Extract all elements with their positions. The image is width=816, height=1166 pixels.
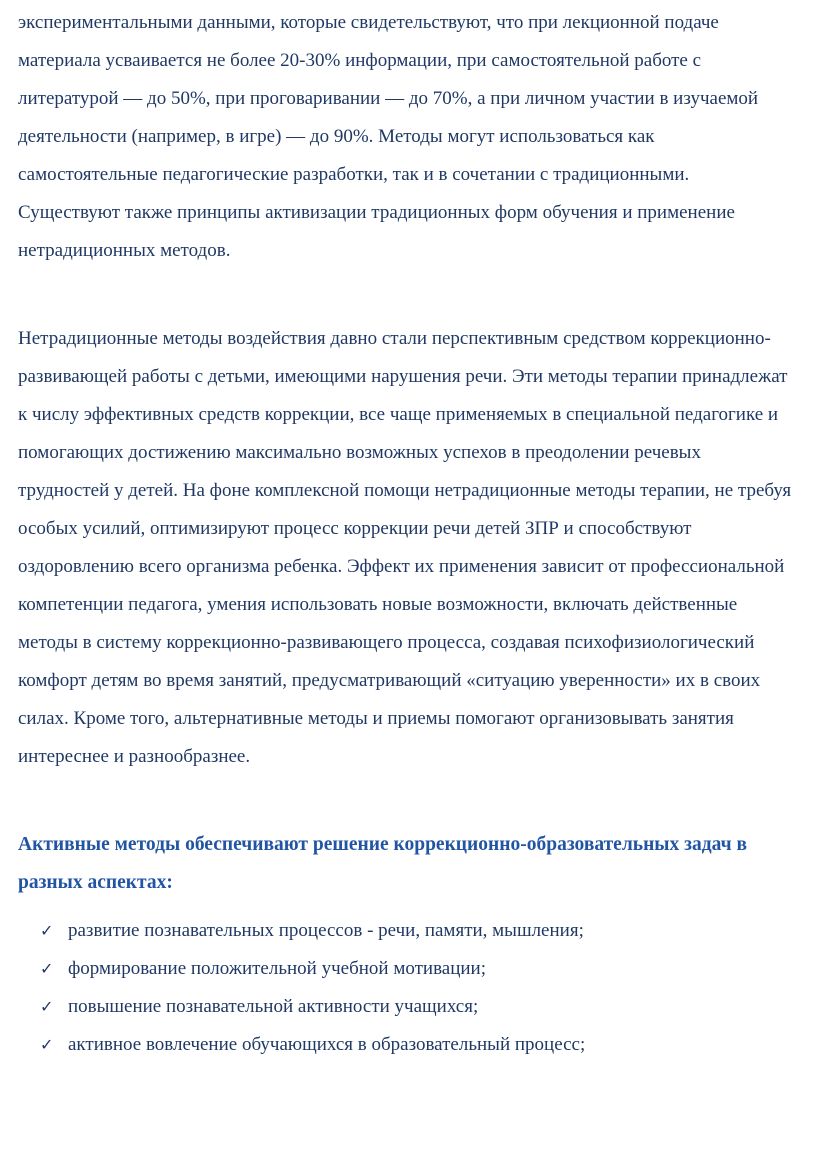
- checkmark-icon: ✓: [40, 921, 54, 940]
- list-item-text: формирование положительной учебной мотивации;: [68, 958, 486, 979]
- list-item: [40, 988, 796, 1026]
- section-heading: Активные методы обеспечивают решение коррекционно-образовательных задач в разных аспектах:: [18, 834, 747, 893]
- checkmark-icon: ✓: [40, 959, 54, 978]
- checkmark-icon: ✓: [40, 997, 54, 1016]
- list-item: [40, 950, 796, 988]
- list-item-text: активное вовлечение обучающихся в образовательный процесс;: [68, 1034, 586, 1055]
- list-item-text: повышение познавательной активности учащихся;: [68, 996, 479, 1017]
- body-paragraph: Нетрадиционные методы воздействия давно стали перспективным средством коррекционно-развивающей работы с детьми, имеющими нарушения речи. Эти методы терапии принадлежат к числу эффективных средств коррекции, все чаще применяемых в специальной педагогике и помогающих достижению максимально возможных успехов в преодолении речевых трудностей у детей. На фоне комплексной помощи нетрадиционные методы терапии, не требуя особых усилий, оптимизируют процесс коррекции речи детей ЗПР и способствуют оздоровлению всего организма ребенка. Эффект их применения зависит от профессиональной компетенции педагога, умения использовать новые возможности, включать действенные методы в систему коррекционно-развивающего процесса, создавая психофизиологический комфорт детям во время занятий, предусматривающий «ситуацию уверенности» их в своих силах. Кроме того, альтернативные методы и приемы помогают организовывать занятия интереснее и разнообразнее.: [18, 328, 792, 767]
- list-item-text: развитие познавательных процессов - речи, памяти, мышления;: [68, 920, 584, 941]
- list-item: [40, 912, 796, 950]
- body-paragraph: экспериментальными данными, которые свидетельствуют, что при лекционной подаче материала усваивается не более 20-30% информации, при самостоятельной работе с литературой — до 50%, при проговаривании — до 70%, а при личном участии в изучаемой деятельности (например, в игре) — до 90%. Методы могут использоваться как самостоятельные педагогические разработки, так и в сочетании с традиционными. Существуют также принципы активизации традиционных форм обучения и применение нетрадиционных методов.: [18, 12, 759, 261]
- checkmark-icon: ✓: [40, 1035, 54, 1054]
- list-item: [40, 1026, 796, 1064]
- bullet-list: [18, 912, 796, 1064]
